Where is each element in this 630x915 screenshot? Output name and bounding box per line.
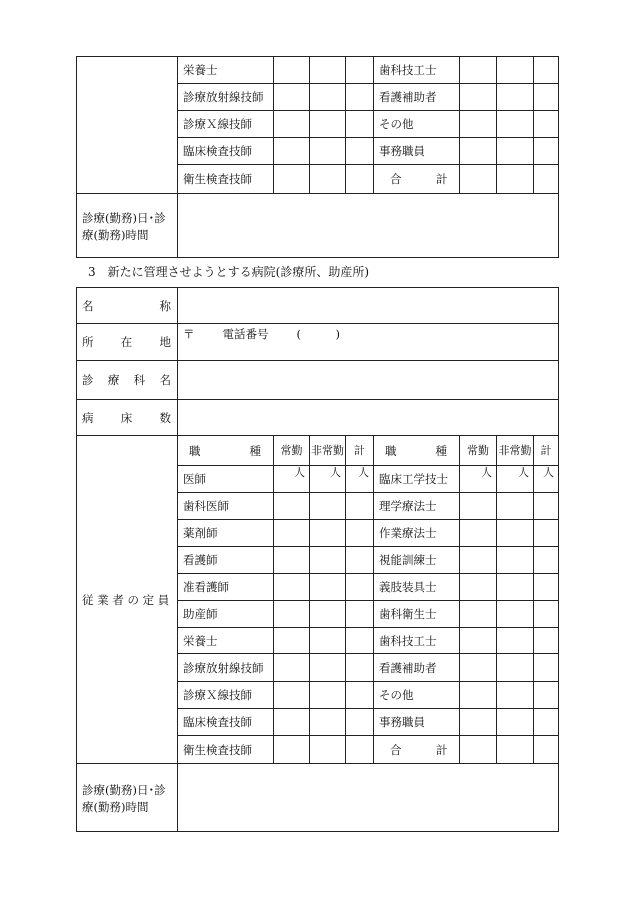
- phone-parens: ( ): [296, 327, 340, 341]
- count-cell-unit[interactable]: 人: [274, 466, 310, 493]
- count-cell[interactable]: [460, 547, 497, 574]
- right-count-cell[interactable]: [497, 138, 534, 165]
- job-name: 看護師: [178, 547, 274, 574]
- hours-row: [77, 194, 559, 258]
- count-cell[interactable]: [497, 493, 534, 520]
- job-name: 作業療法士: [374, 520, 460, 547]
- left-count-cell[interactable]: [274, 84, 310, 111]
- count-cell[interactable]: [497, 736, 534, 764]
- right-count-cell[interactable]: [497, 111, 534, 138]
- count-cell[interactable]: [274, 493, 310, 520]
- count-cell[interactable]: [310, 654, 346, 682]
- count-cell[interactable]: [460, 628, 497, 654]
- count-cell[interactable]: [274, 547, 310, 574]
- count-cell-unit[interactable]: 人: [310, 466, 346, 493]
- job-name: 看護補助者: [374, 654, 460, 682]
- count-cell[interactable]: [310, 682, 346, 709]
- count-cell[interactable]: [274, 601, 310, 628]
- job-name: 診療放射線技師: [178, 654, 274, 682]
- postal-mark: 〒: [183, 327, 195, 341]
- job-name: その他: [374, 111, 460, 138]
- count-cell[interactable]: [534, 709, 559, 736]
- left-count-cell[interactable]: [274, 165, 310, 194]
- count-cell[interactable]: [346, 601, 374, 628]
- job-name: 合 計: [374, 736, 460, 764]
- job-name: 衛生検査技師: [178, 165, 274, 194]
- job-name: 理学療法士: [374, 493, 460, 520]
- count-cell[interactable]: [534, 493, 559, 520]
- left-count-cell[interactable]: [310, 57, 346, 84]
- job-name: 衛生検査技師: [178, 736, 274, 764]
- count-cell-unit[interactable]: 人: [460, 466, 497, 493]
- left-count-cell[interactable]: [346, 84, 374, 111]
- count-cell[interactable]: [460, 493, 497, 520]
- count-cell[interactable]: [497, 574, 534, 601]
- count-cell[interactable]: [534, 628, 559, 654]
- count-cell[interactable]: [274, 628, 310, 654]
- job-name: 薬剤師: [178, 520, 274, 547]
- count-cell[interactable]: [497, 709, 534, 736]
- count-cell[interactable]: [310, 493, 346, 520]
- job-name: 診療Ｘ線技師: [178, 682, 274, 709]
- job-name: 栄養士: [178, 57, 274, 84]
- fulltime-header: 常勤: [274, 436, 310, 466]
- count-cell[interactable]: [460, 682, 497, 709]
- count-cell[interactable]: [534, 601, 559, 628]
- job-name: 栄養士: [178, 628, 274, 654]
- phone-label: 電話番号: [222, 327, 269, 341]
- job-name: 歯科医師: [178, 493, 274, 520]
- right-count-cell[interactable]: [534, 165, 559, 194]
- count-cell[interactable]: [346, 628, 374, 654]
- job-name: 臨床工学技士: [374, 466, 460, 493]
- left-count-cell[interactable]: [274, 138, 310, 165]
- name-row: [77, 288, 559, 324]
- parttime-header: 非常勤: [310, 436, 346, 466]
- job-name: 医師: [178, 466, 274, 493]
- left-count-cell[interactable]: [346, 138, 374, 165]
- count-cell[interactable]: [534, 574, 559, 601]
- job-name: 診療Ｘ線技師: [178, 111, 274, 138]
- left-count-cell[interactable]: [346, 57, 374, 84]
- job-name: 歯科技工士: [374, 628, 460, 654]
- count-cell[interactable]: [310, 736, 346, 764]
- job-name: 臨床検査技師: [178, 709, 274, 736]
- count-cell[interactable]: [460, 736, 497, 764]
- staff-table-continued: [76, 56, 559, 258]
- left-count-cell[interactable]: [310, 138, 346, 165]
- left-count-cell[interactable]: [310, 111, 346, 138]
- location-label: 所 在 地: [77, 324, 178, 361]
- count-cell[interactable]: [274, 709, 310, 736]
- right-count-cell[interactable]: [534, 138, 559, 165]
- left-count-cell[interactable]: [346, 165, 374, 194]
- count-cell[interactable]: [274, 736, 310, 764]
- job-name: 視能訓練士: [374, 547, 460, 574]
- hours-field[interactable]: [178, 194, 559, 258]
- count-cell[interactable]: [310, 628, 346, 654]
- location-field[interactable]: [178, 324, 559, 361]
- count-cell[interactable]: [346, 574, 374, 601]
- count-cell[interactable]: [310, 574, 346, 601]
- count-cell[interactable]: [460, 520, 497, 547]
- count-cell[interactable]: [346, 493, 374, 520]
- right-count-cell[interactable]: [460, 84, 497, 111]
- job-header: 職 種: [178, 436, 274, 466]
- count-cell[interactable]: [274, 520, 310, 547]
- hours-field[interactable]: [178, 764, 559, 832]
- job-name: 診療放射線技師: [178, 84, 274, 111]
- count-cell[interactable]: [346, 682, 374, 709]
- beds-field[interactable]: [178, 400, 559, 436]
- staff-label-continued: [77, 57, 178, 194]
- count-cell[interactable]: [497, 628, 534, 654]
- location-row: [77, 324, 559, 361]
- right-count-cell[interactable]: [534, 111, 559, 138]
- job-name: 義肢装具士: [374, 574, 460, 601]
- count-cell[interactable]: [346, 654, 374, 682]
- job-name: 准看護師: [178, 574, 274, 601]
- right-count-cell[interactable]: [460, 57, 497, 84]
- count-cell-unit[interactable]: 人: [534, 466, 559, 493]
- parttime-header: 非常勤: [497, 436, 534, 466]
- fulltime-header: 常勤: [460, 436, 497, 466]
- count-cell[interactable]: [497, 682, 534, 709]
- staff-row: [77, 57, 559, 84]
- count-cell[interactable]: [460, 709, 497, 736]
- count-cell[interactable]: [460, 601, 497, 628]
- count-cell[interactable]: [346, 709, 374, 736]
- job-name: 事務職員: [374, 138, 460, 165]
- left-count-cell[interactable]: [274, 57, 310, 84]
- right-count-cell[interactable]: [460, 138, 497, 165]
- left-count-cell[interactable]: [346, 111, 374, 138]
- beds-row: [77, 400, 559, 436]
- name-label: 名 称: [77, 288, 178, 324]
- count-cell[interactable]: [274, 682, 310, 709]
- count-cell[interactable]: [460, 654, 497, 682]
- right-count-cell[interactable]: [460, 165, 497, 194]
- new-hospital-table: [76, 287, 559, 832]
- hours-label: 診療(勤務)日･診療(勤務)時間: [77, 764, 178, 832]
- left-count-cell[interactable]: [310, 84, 346, 111]
- left-count-cell[interactable]: [310, 165, 346, 194]
- hours-label: 診療(勤務)日･診療(勤務)時間: [77, 194, 178, 258]
- right-count-cell[interactable]: [534, 57, 559, 84]
- left-count-cell[interactable]: [274, 111, 310, 138]
- job-name: 歯科衛生士: [374, 601, 460, 628]
- right-count-cell[interactable]: [497, 165, 534, 194]
- job-name: 合 計: [374, 165, 460, 194]
- count-cell[interactable]: [310, 709, 346, 736]
- count-cell[interactable]: [310, 547, 346, 574]
- job-name: 助産師: [178, 601, 274, 628]
- count-cell[interactable]: [534, 547, 559, 574]
- count-cell[interactable]: [346, 736, 374, 764]
- beds-label: 病 床 数: [77, 400, 178, 436]
- right-count-cell[interactable]: [497, 84, 534, 111]
- job-name: 看護補助者: [374, 84, 460, 111]
- right-count-cell[interactable]: [460, 111, 497, 138]
- total-header: 計: [346, 436, 374, 466]
- staff-label: 従 業 者 の 定 員: [77, 436, 178, 764]
- dept-label: 診 療 科 名: [77, 361, 178, 400]
- count-cell[interactable]: [346, 547, 374, 574]
- job-header: 職 種: [374, 436, 460, 466]
- staff-header-row: [77, 436, 559, 466]
- count-cell[interactable]: [497, 654, 534, 682]
- dept-field[interactable]: [178, 361, 559, 400]
- count-cell[interactable]: [346, 520, 374, 547]
- hours-row: [77, 764, 559, 832]
- count-cell[interactable]: [497, 547, 534, 574]
- count-cell-unit[interactable]: 人: [497, 466, 534, 493]
- count-cell[interactable]: [534, 520, 559, 547]
- count-cell[interactable]: [310, 520, 346, 547]
- job-name: 歯科技工士: [374, 57, 460, 84]
- dept-row: [77, 361, 559, 400]
- count-cell[interactable]: [497, 601, 534, 628]
- count-cell[interactable]: [460, 574, 497, 601]
- name-field[interactable]: [178, 288, 559, 324]
- count-cell[interactable]: [497, 520, 534, 547]
- count-cell[interactable]: [534, 654, 559, 682]
- section-heading: 3 新たに管理させようとする病院(診療所、助産所): [88, 265, 370, 279]
- right-count-cell[interactable]: [534, 84, 559, 111]
- count-cell[interactable]: [274, 654, 310, 682]
- job-name: その他: [374, 682, 460, 709]
- count-cell[interactable]: [310, 601, 346, 628]
- right-count-cell[interactable]: [497, 57, 534, 84]
- job-name: 事務職員: [374, 709, 460, 736]
- job-name: 臨床検査技師: [178, 138, 274, 165]
- count-cell[interactable]: [534, 682, 559, 709]
- count-cell[interactable]: [534, 736, 559, 764]
- count-cell-unit[interactable]: 人: [346, 466, 374, 493]
- total-header: 計: [534, 436, 559, 466]
- count-cell[interactable]: [274, 574, 310, 601]
